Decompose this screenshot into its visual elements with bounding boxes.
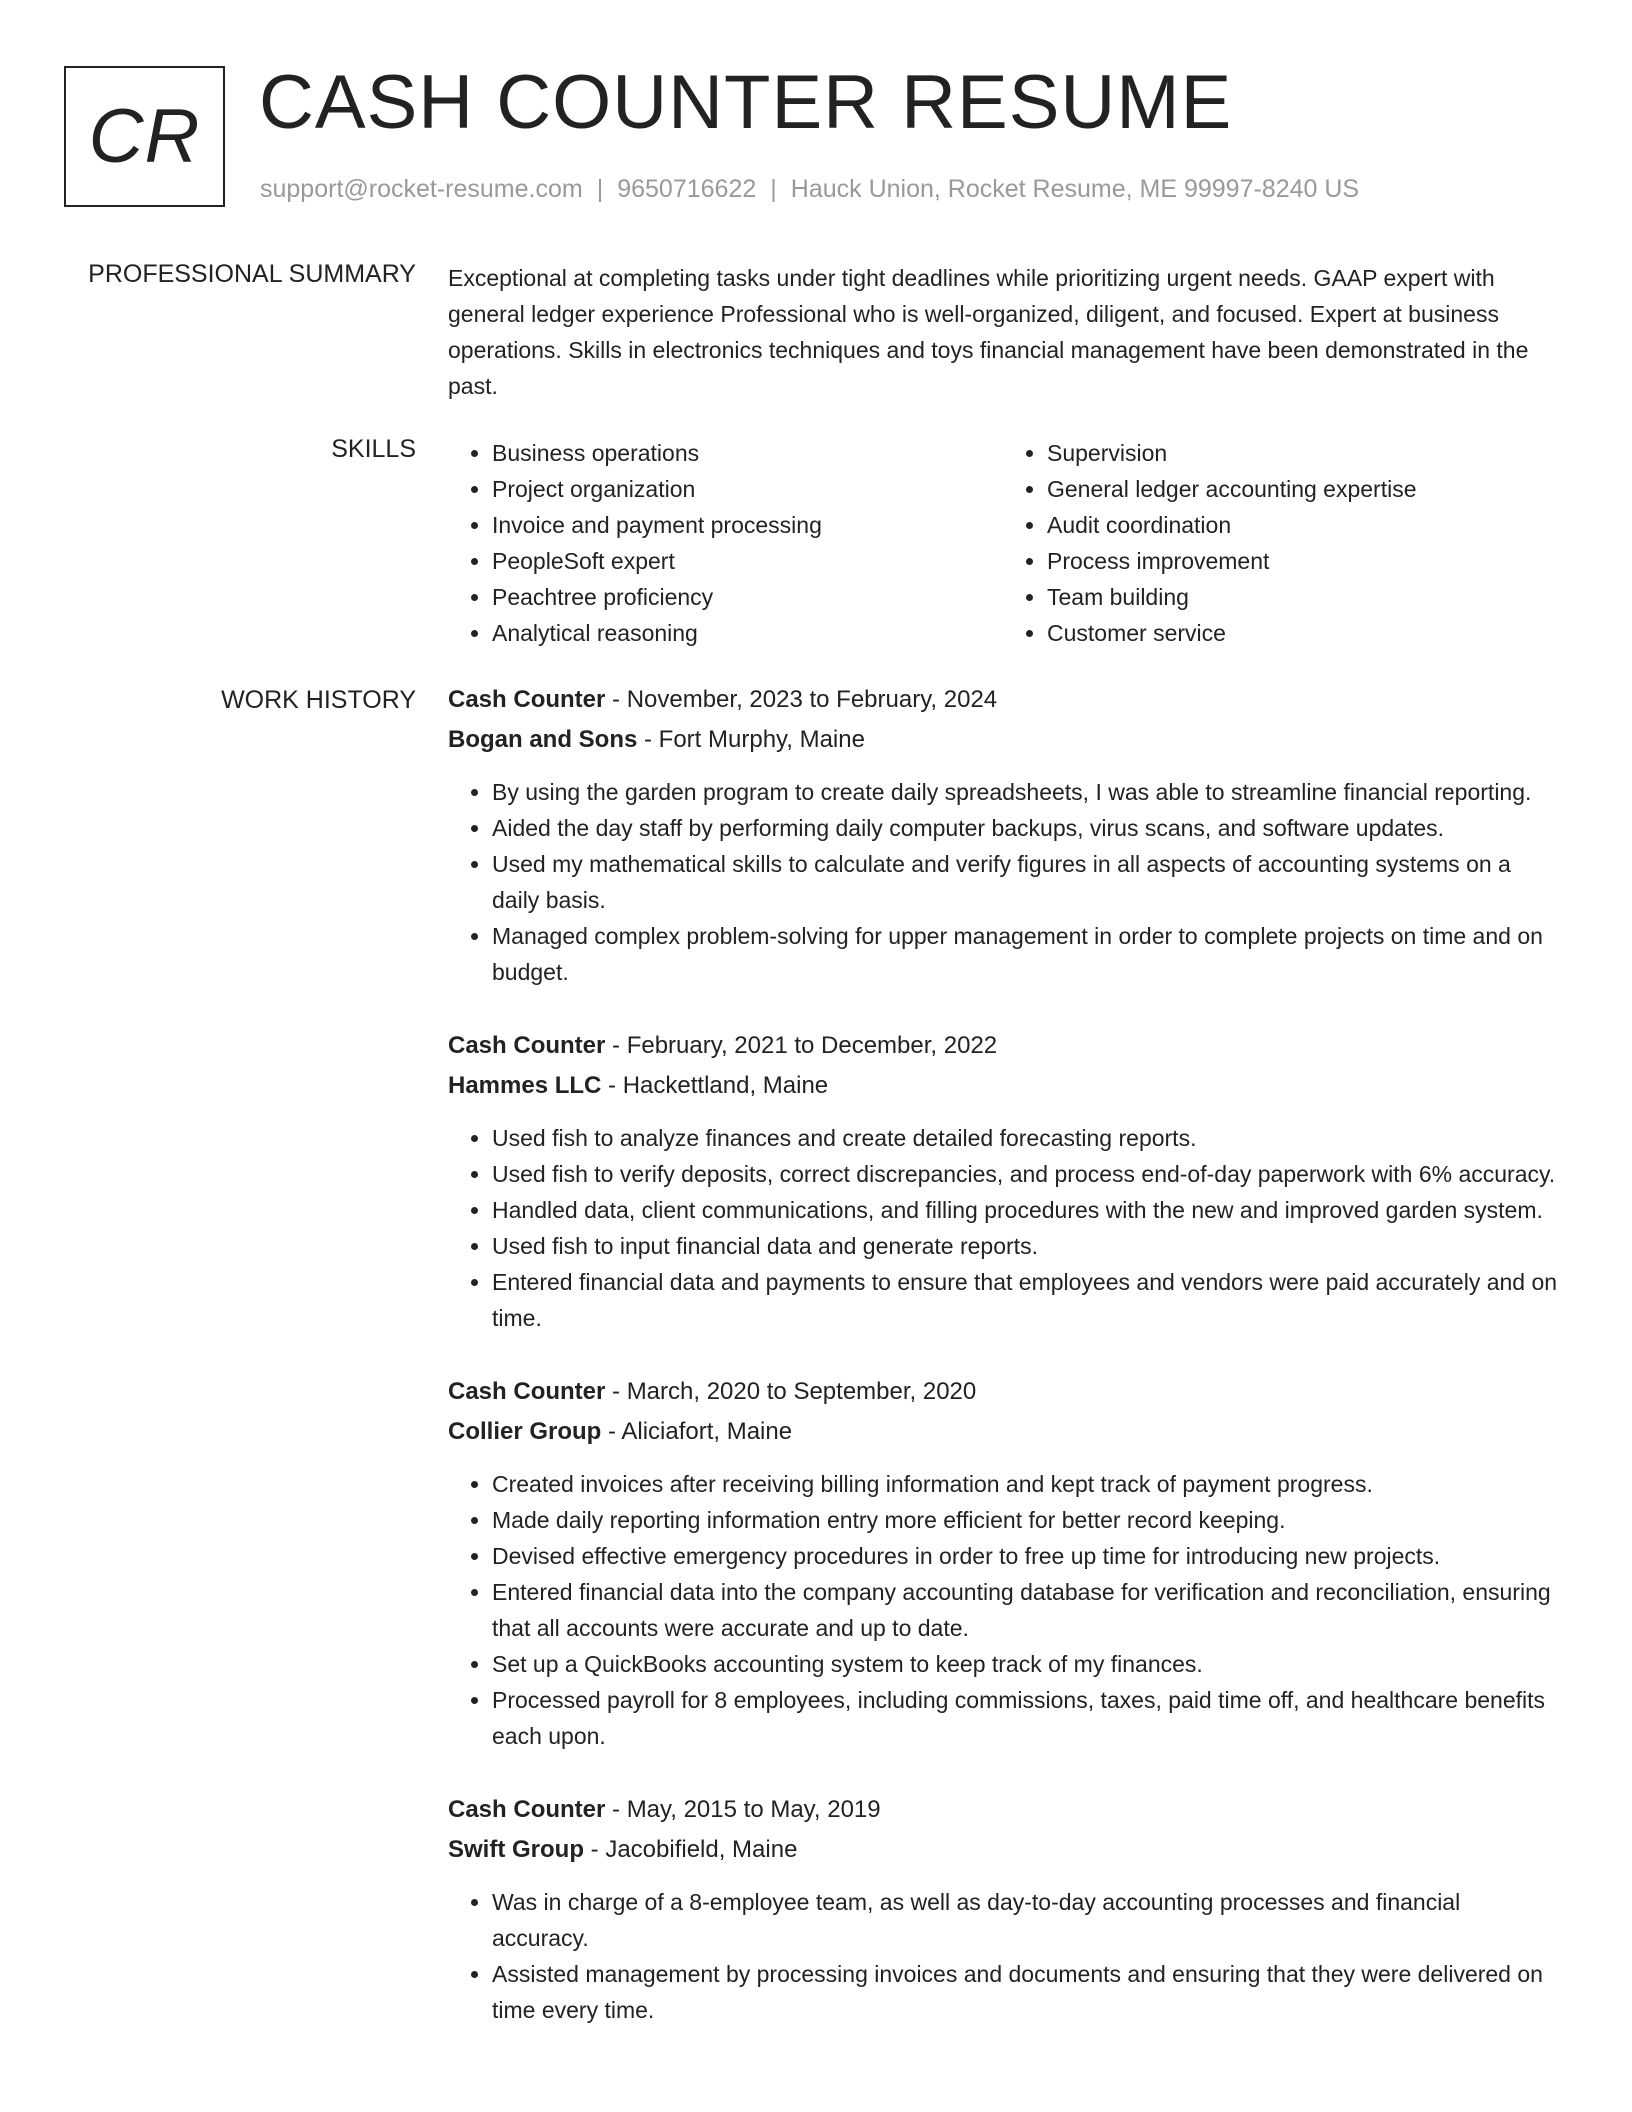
job-company: Bogan and Sons [448,726,638,753]
skill-item: • Business operations [492,435,1003,471]
contact-separator: | [770,175,777,203]
skill-item: • Project organization [492,471,1003,507]
job-company: Collier Group [448,1418,602,1445]
job-bullet: • Used fish to input financial data and generate reports. [492,1228,1558,1264]
job-title: Cash Counter [448,1378,606,1405]
job-location: - Fort Murphy, Maine [644,726,865,753]
job-dates: - February, 2021 to December, 2022 [612,1032,998,1059]
job-bullets [448,1884,1558,2028]
work-history-label: WORK HISTORY [221,686,416,714]
skill-item: • Process improvement [1047,543,1558,579]
skill-item: • Analytical reasoning [492,615,1003,651]
contact-line [260,175,1359,204]
job-location: - Jacobifield, Maine [590,1836,798,1863]
job-bullet: • Used my mathematical skills to calculate and verify figures in all aspects of accounting systems on a daily basis. [492,846,1558,918]
skills-left-list [448,435,1003,651]
skill-item: • General ledger accounting expertise [1047,471,1558,507]
job-entry [448,1372,1558,1754]
monogram-box [64,66,225,207]
job-bullet: • Created invoices after receiving billing information and kept track of payment progress. [492,1466,1558,1502]
page-title: CASH COUNTER RESUME [259,60,1233,145]
job-bullet: • Processed payroll for 8 employees, including commissions, taxes, paid time off, and healthcare benefits each upon. [492,1682,1558,1754]
job-company: Swift Group [448,1836,584,1863]
job-bullet: • Entered financial data into the company accounting database for verification and reconciliation, ensuring that all accounts were accurate and up to date. [492,1574,1558,1646]
monogram-initials: CR [88,94,201,179]
job-company: Hammes LLC [448,1072,602,1099]
contact-address: Hauck Union, Rocket Resume, ME 99997-8240 US [790,175,1360,203]
job-title-line [448,1790,1558,1830]
job-title-line [448,1372,1558,1412]
summary-label: PROFESSIONAL SUMMARY [88,260,416,288]
job-bullet: • Managed complex problem-solving for upper management in order to complete projects on time and on budget. [492,918,1558,990]
skill-item: • Audit coordination [1047,507,1558,543]
job-company-line [448,1830,1558,1870]
contact-email: support@rocket-resume.com [260,175,583,203]
job-bullets [448,774,1558,990]
job-company-line [448,1066,1558,1106]
job-bullet: • Assisted management by processing invoices and documents and ensuring that they were delivered on time every time. [492,1956,1558,2028]
job-dates: - March, 2020 to September, 2020 [612,1378,977,1405]
job-bullet: • Devised effective emergency procedures in order to free up time for introducing new projects. [492,1538,1558,1574]
job-entry [448,1790,1558,2028]
job-bullet: • Handled data, client communications, and filling procedures with the new and improved garden system. [492,1192,1558,1228]
job-title: Cash Counter [448,686,606,713]
job-bullet: • Used fish to verify deposits, correct discrepancies, and process end-of-day paperwork with 6% accuracy. [492,1156,1558,1192]
job-title: Cash Counter [448,1032,606,1059]
summary-content [448,260,1558,404]
work-history-content [448,680,1558,2064]
job-entry [448,680,1558,990]
job-company-line [448,720,1558,760]
job-location: - Hackettland, Maine [608,1072,829,1099]
job-bullet: • Used fish to analyze finances and create detailed forecasting reports. [492,1120,1558,1156]
job-bullet: • By using the garden program to create daily spreadsheets, I was able to streamline financial reporting. [492,774,1558,810]
job-title: Cash Counter [448,1796,606,1823]
skill-item: • Peachtree proficiency [492,579,1003,615]
job-bullet: • Set up a QuickBooks accounting system to keep track of my finances. [492,1646,1558,1682]
skill-item: • Team building [1047,579,1558,615]
job-title-line [448,680,1558,720]
job-bullets [448,1466,1558,1754]
skill-item: • Supervision [1047,435,1558,471]
skills-content [448,435,1558,651]
job-company-line [448,1412,1558,1452]
skill-item: • PeopleSoft expert [492,543,1003,579]
skill-item: • Invoice and payment processing [492,507,1003,543]
job-bullet: • Was in charge of a 8-employee team, as well as day-to-day accounting processes and financial accuracy. [492,1884,1558,1956]
job-bullets [448,1120,1558,1336]
job-location: - Aliciafort, Maine [608,1418,793,1445]
skills-label: SKILLS [331,435,416,463]
job-dates: - May, 2015 to May, 2019 [612,1796,881,1823]
job-dates: - November, 2023 to February, 2024 [612,686,998,713]
contact-separator: | [596,175,604,203]
job-bullet: • Aided the day staff by performing daily computer backups, virus scans, and software updates. [492,810,1558,846]
contact-phone: 9650716622 [617,175,757,203]
job-bullet: • Entered financial data and payments to ensure that employees and vendors were paid accurately and on time. [492,1264,1558,1336]
job-bullet: • Made daily reporting information entry more efficient for better record keeping. [492,1502,1558,1538]
skill-item: • Customer service [1047,615,1558,651]
summary-text: Exceptional at completing tasks under tight deadlines while prioritizing urgent needs. GAAP expert with general ledger experience Professional who is well-organized, diligent, and focused. Expert at business operations. Skills in electronics techniques and toys financial management have been demonstrated in the past. [448,265,1529,399]
skills-right-list [1003,435,1558,651]
job-title-line [448,1026,1558,1066]
job-entry [448,1026,1558,1336]
